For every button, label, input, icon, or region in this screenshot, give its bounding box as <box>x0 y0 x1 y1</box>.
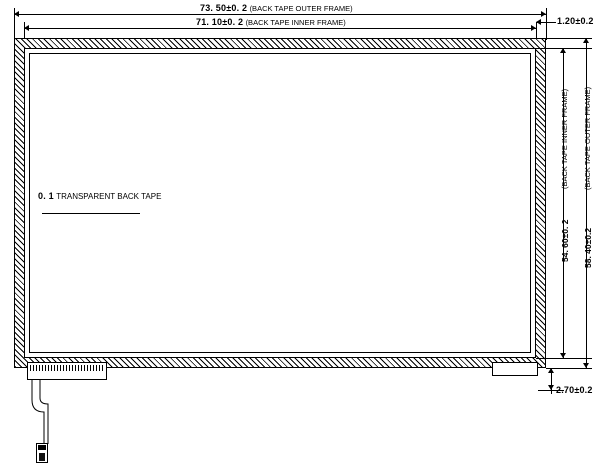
dim-top-outer-note: (BACK TAPE OUTER FRAME) <box>249 4 353 13</box>
dim-bottom-right-gap-value: 2.70±0.2 <box>556 385 593 395</box>
connector-top-band <box>38 445 46 450</box>
annotation-back-tape-label: TRANSPARENT BACK TAPE <box>56 192 162 201</box>
ffc-connector <box>36 443 48 463</box>
dim-right-inner-note: (BACK TAPE INNER FRAME) <box>560 88 569 189</box>
dim-top-inner-value: 71. 10±0. 2 <box>196 17 244 27</box>
dim-right-outer-value: 58. 40±0.2 <box>583 227 593 268</box>
dim-top-inner-note: (BACK TAPE INNER FRAME) <box>245 18 346 27</box>
dim-right-outer-note: (BACK TAPE OUTER FRAME) <box>583 86 592 190</box>
dim-right-inner-value: 54. 60±0. 2 <box>560 219 570 262</box>
dim-top-right-edge-value: 1.20±0.2 <box>557 16 594 26</box>
connector-body <box>39 453 45 461</box>
annotation-back-tape-value: 0. 1 <box>38 191 54 201</box>
dim-top-outer-value: 73. 50±0. 2 <box>200 3 248 13</box>
